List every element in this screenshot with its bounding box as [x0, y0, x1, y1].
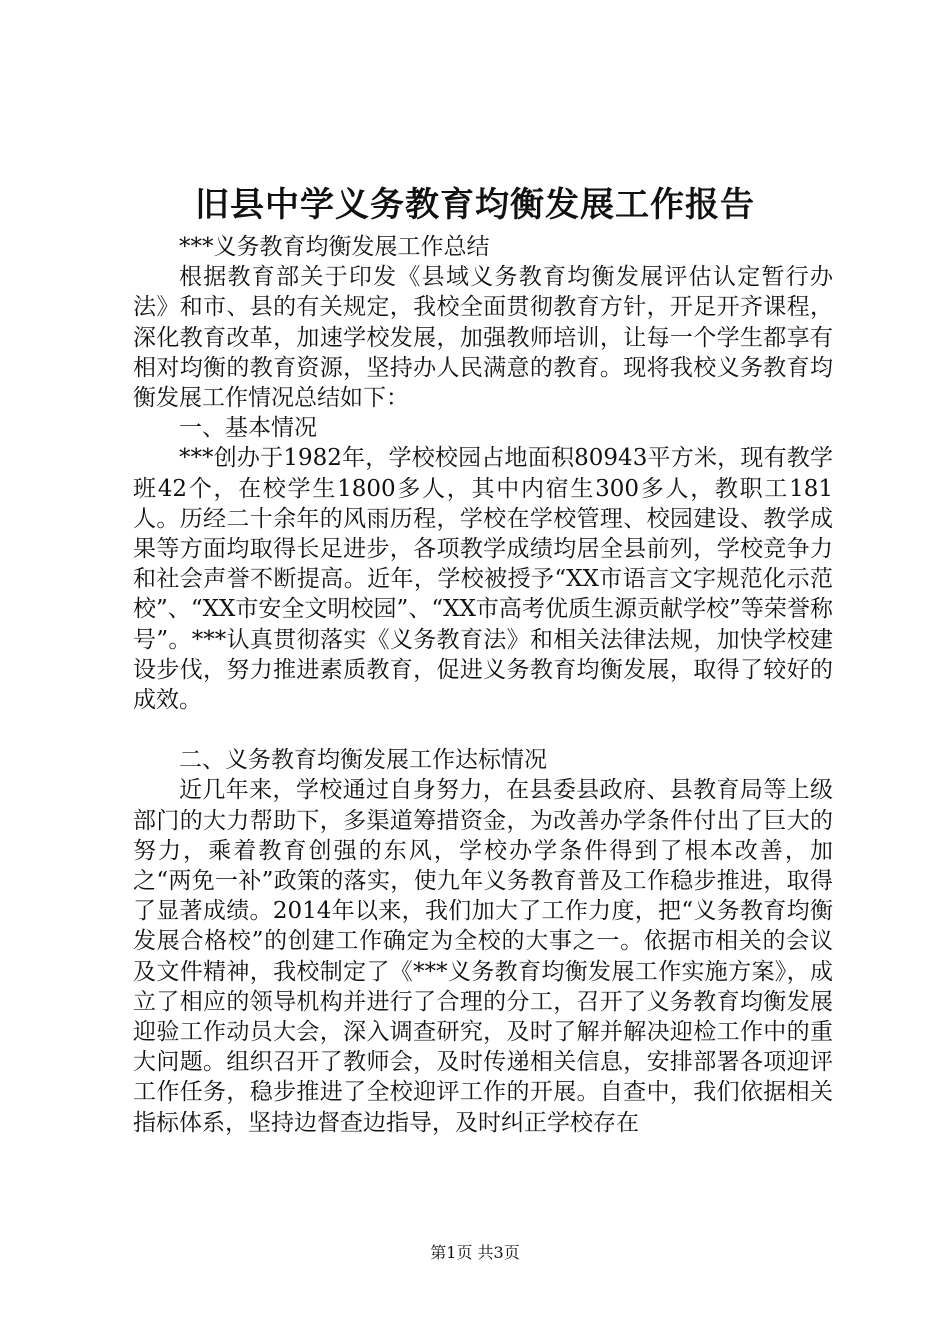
compliance-paragraph: 近几年来，学校通过自身努力，在县委县政府、县教育局等上级部门的大力帮助下，多渠道筹措资金，为改善办学条件付出了巨大的努力，乘着教育创强的东风，学校办学条件得到了根本改善，加之“两免一补”政策的落实，使九年义务教育普及工作稳步推进，取得了显著成绩。2014年以来，我们加大了工作力度，把“义务教育均衡发展合格校”的创建工作确定为全校的大事之一。依据市相关的会议及文件精神，我校制定了《***义务教育均衡发展工作实施方案》，成立了相应的领导机构并进行了合理的分工，召开了义务教育均衡发展迎验工作动员大会，深入调查研究，及时了解并解决迎检工作中的重大问题。组织召开了教师会，及时传递相关信息，安排部署各项迎评工作任务，稳步推进了全校迎评工作的开展。自查中，我们依据相关指标体系，坚持边督查边指导，及时纠正学校存在: [133, 777, 833, 1136]
intro-paragraph: 根据教育部关于印发《县域义务教育均衡发展评估认定暂行办法》和市、县的有关规定，我校全面贯彻教育方针，开足开齐课程，深化教育改革，加速学校发展，加强教师培训，让每一个学生都享有相对均衡的教育资源，坚持办人民满意的教育。现将我校义务教育均衡发展工作情况总结如下：: [133, 264, 833, 412]
document-body: [133, 232, 833, 1138]
basic-situation-paragraph: ***创办于1982年，学校校园占地面积80943平方米，现有教学班42个，在校学生1800多人，其中内宿生300多人，教职工181人。历经二十余年的风雨历程，学校在学校管理、校园建设、教学成果等方面均取得长足进步，各项教学成绩均居全县前列，学校竞争力和社会声誉不断提高。近年，学校被授予“XX市语言文字规范化示范校”、“XX市安全文明校园”、“XX市高考优质生源贡献学校”等荣誉称号”。***认真贯彻落实《义务教育法》和相关法律法规，加快学校建设步伐，努力推进素质教育，促进义务教育均衡发展，取得了较好的成效。: [133, 445, 833, 714]
page-number-footer: 第1页 共3页: [430, 1243, 520, 1262]
document-title: 旧县中学义务教育均衡发展工作报告: [195, 185, 755, 225]
section-heading-basic-situation: 一、基本情况: [179, 415, 317, 442]
section-heading-compliance: 二、义务教育均衡发展工作达标情况: [179, 747, 547, 774]
summary-heading: ***义务教育均衡发展工作总结: [179, 234, 490, 260]
